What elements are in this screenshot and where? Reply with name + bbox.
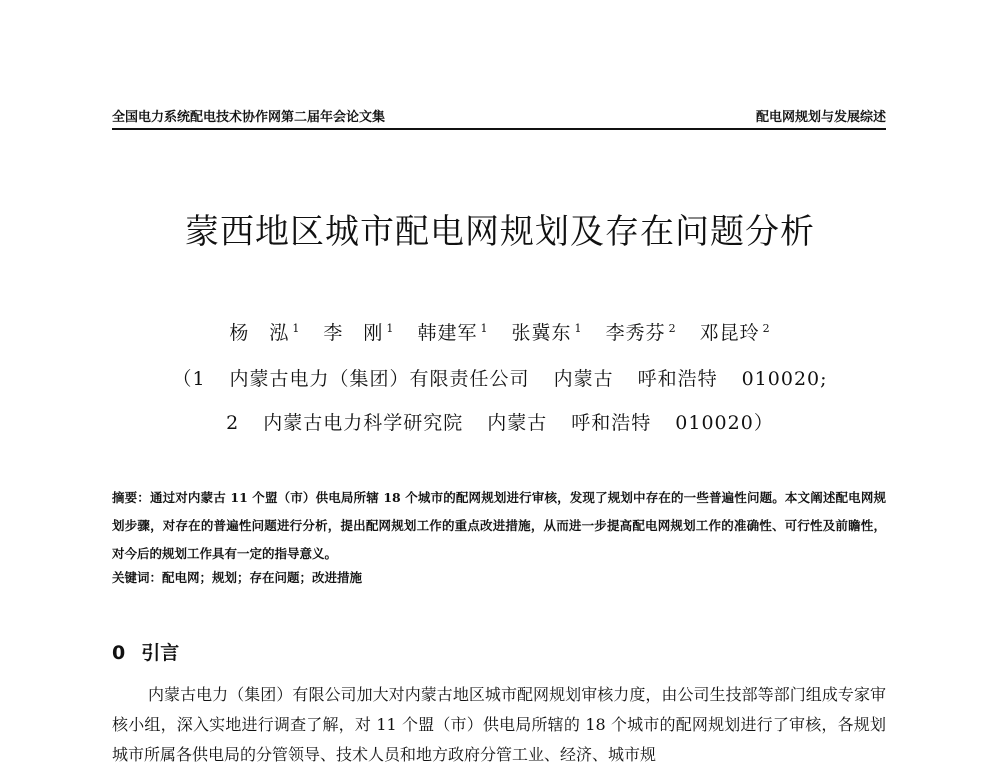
- author-name: 李 刚: [323, 322, 384, 344]
- affiliation-region: 内蒙古: [553, 368, 614, 390]
- author-affiliation-mark: 1: [292, 321, 301, 335]
- abstract: [112, 484, 886, 568]
- author-name: 韩建军: [417, 322, 478, 344]
- paper-title: 蒙西地区城市配电网规划及存在问题分析: [185, 212, 815, 252]
- keywords-label: 关键词：: [112, 570, 163, 585]
- section-number: 0: [112, 642, 126, 664]
- body-paragraph: 内蒙古电力（集团）有限公司加大对内蒙古地区城市配网规划审核力度，由公司生技部等部门组成专家审核小组，深入实地进行调查了解，对 11 个盟（市）供电局所辖的 18 个城市的配网规划进行了审核，各规划城市所属各供电局的分管领导、技术人员和地方政府分管工业、经济、城市规: [112, 685, 886, 764]
- author-name: 张冀东: [511, 322, 572, 344]
- affiliation-line-1: [0, 364, 1000, 391]
- author: [512, 322, 583, 344]
- abstract-label: 摘要：: [112, 490, 150, 505]
- author: [606, 322, 677, 344]
- running-header: [112, 104, 886, 130]
- author-name: 邓昆玲: [699, 322, 760, 344]
- header-proceedings-title: 全国电力系统配电技术协作网第二届年会论文集: [112, 110, 386, 125]
- author-affiliation-mark: 2: [762, 321, 771, 335]
- keywords-text: 配电网；规划；存在问题；改进措施: [162, 570, 363, 585]
- affiliation-postcode: 010020）: [675, 412, 774, 434]
- header-section-title: 配电网规划与发展综述: [755, 110, 886, 125]
- affiliation-region: 内蒙古: [487, 412, 548, 434]
- author-affiliation-mark: 1: [574, 321, 583, 335]
- author-name: 杨 泓: [229, 322, 290, 344]
- abstract-text: 通过对内蒙古 11 个盟（市）供电局所辖 18 个城市的配网规划进行审核，发现了规划中存在的一些普遍性问题。本文阐述配电网规划步骤，对存在的普遍性问题进行分析，提出配网规划工作的重点改进措施，从而进一步提高配电网规划工作的准确性、可行性及前瞻性，对今后的规划工作具有一定的指导意义。: [112, 490, 886, 561]
- author-list: [0, 318, 1000, 345]
- keywords: [112, 568, 886, 586]
- affiliation-city: 呼和浩特: [571, 412, 652, 434]
- affiliation-city: 呼和浩特: [637, 368, 718, 390]
- section-heading: [112, 638, 179, 665]
- author: [323, 322, 394, 344]
- author-affiliation-mark: 2: [668, 321, 677, 335]
- section-title: 引言: [141, 642, 180, 664]
- affiliation-prefix: （1: [172, 368, 206, 390]
- affiliation-postcode: 010020;: [741, 368, 828, 390]
- affiliation-prefix: 2: [226, 412, 240, 434]
- author-affiliation-mark: 1: [386, 321, 395, 335]
- author: [417, 322, 488, 344]
- author: [700, 322, 771, 344]
- affiliation-org: 内蒙古电力（集团）有限责任公司: [229, 368, 530, 390]
- author: [229, 322, 300, 344]
- author-affiliation-mark: 1: [480, 321, 489, 335]
- author-name: 李秀芬: [605, 322, 666, 344]
- affiliation-org: 内蒙古电力科学研究院: [263, 412, 464, 434]
- affiliation-line-2: [0, 408, 1000, 435]
